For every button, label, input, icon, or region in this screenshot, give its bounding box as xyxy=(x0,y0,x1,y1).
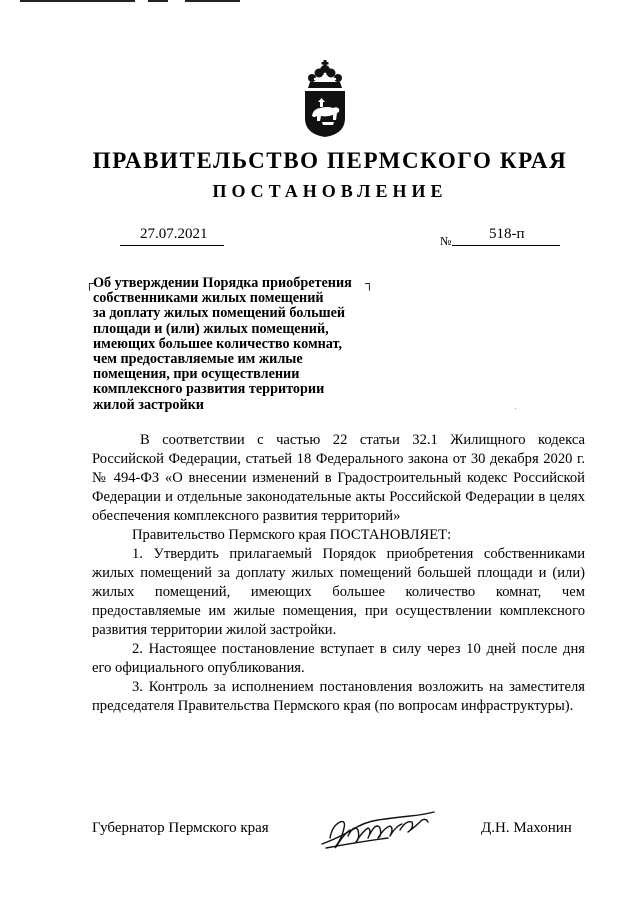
subject-line: комплексного развития территории xyxy=(93,381,325,398)
clause-2-paragraph: 2. Настоящее постановление вступает в силу через 10 дней после дня его официального опубликования. xyxy=(92,641,585,676)
subject-corner-mark-left: ┌ xyxy=(85,276,94,290)
clause-1-paragraph: 1. Утвердить прилагаемый Порядок приобретения собственниками жилых помещений за доплату жилых помещений большей площади и (или) жилых помещений, имеющих большее количество комнат, чем предоставляемые им жилые помещения, при осуществлении комплексного развития территории жилой застройки. xyxy=(92,546,585,638)
resolution-paragraph: Правительство Пермского края ПОСТАНОВЛЯЕТ: xyxy=(132,527,452,543)
subject-line: за доплату жилых помещений большей xyxy=(93,305,346,322)
document-type-title: ПОСТАНОВЛЕНИЕ xyxy=(212,181,448,201)
signer-position: Губернатор Пермского края xyxy=(92,820,269,836)
subject-line: собственниками жилых помещений xyxy=(93,290,324,307)
handwritten-signature xyxy=(318,808,438,852)
subject-line: Об утверждении Порядка приобретения xyxy=(93,275,352,291)
number-underline xyxy=(452,245,560,246)
date-underline xyxy=(120,245,224,246)
coat-of-arms-icon xyxy=(300,58,350,138)
subject-line: жилой застройки xyxy=(93,396,204,413)
document-subject xyxy=(93,276,393,413)
scan-edge-line xyxy=(148,0,168,2)
scan-speck xyxy=(515,408,516,409)
document-number: 518-п xyxy=(489,226,525,242)
scan-edge-line xyxy=(185,0,240,2)
clause-3-paragraph: 3. Контроль за исполнением постановления возложить на заместителя председателя Правительства Пермского края (по вопросам инфраструктуры). xyxy=(92,679,585,714)
subject-line: имеющих большее количество комнат, xyxy=(93,335,342,352)
subject-corner-mark-right: ┐ xyxy=(365,276,374,290)
signer-name: Д.Н. Махонин xyxy=(481,820,572,836)
document-body xyxy=(92,431,585,716)
subject-line: площади и (или) жилых помещений, xyxy=(93,320,329,337)
organization-title: ПРАВИТЕЛЬСТВО ПЕРМСКОГО КРАЯ xyxy=(92,148,568,173)
scan-edge-line xyxy=(20,0,135,2)
preamble-paragraph: В соответствии с частью 22 статьи 32.1 Жилищного кодекса Российской Федерации, статьей 18 Федерального закона от 30 декабря 2020 г. № 494-ФЗ «О внесении изменений в Градостроительный кодекс Российской Федерации и отдельные законодательные акты Российской Федерации в целях обеспечения комплексного развития территорий» xyxy=(92,432,585,524)
number-sign: № xyxy=(440,234,452,248)
document-date: 27.07.2021 xyxy=(140,226,208,242)
subject-line: помещения, при осуществлении xyxy=(93,366,300,383)
subject-line: чем предоставляемые им жилые xyxy=(93,351,303,368)
